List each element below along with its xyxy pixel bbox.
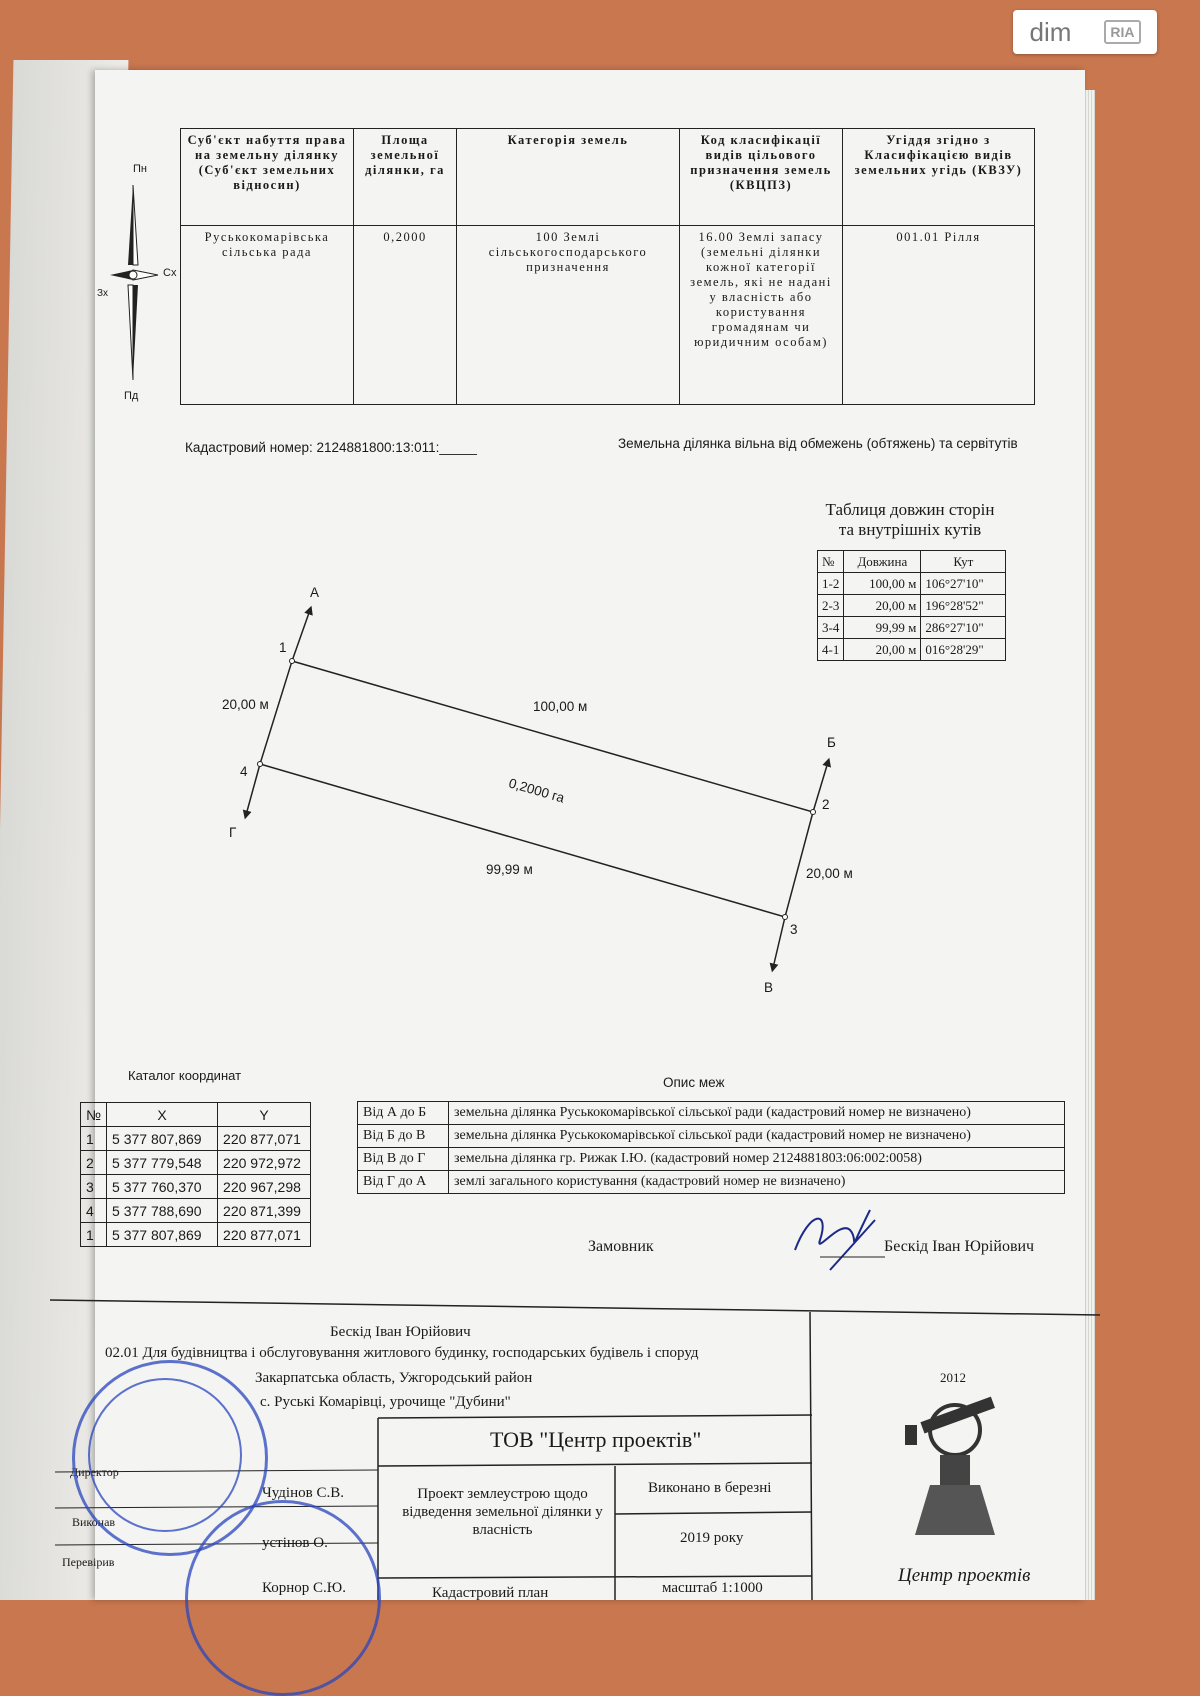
length-3-4: 99,99 м <box>486 862 533 877</box>
th-category: Категорія земель <box>457 129 680 226</box>
td-area: 0,2000 <box>354 226 457 405</box>
customer-name: Бескід Іван Юрійович <box>884 1238 1035 1255</box>
theodolite-icon <box>900 1385 1010 1550</box>
tb-done: Виконано в березні <box>648 1480 772 1496</box>
length-1-2: 100,00 м <box>533 699 588 714</box>
bounds-cell: земельна ділянка Руськокомарівської сільської ради (кадастровий номер не визначено) <box>449 1125 1065 1148</box>
compass-north: Пн <box>133 163 147 175</box>
tb-role-checker: Перевірив <box>62 1555 115 1569</box>
sides-title-line1: Таблиця довжин сторін <box>825 500 995 519</box>
letter-v: В <box>764 980 774 995</box>
sides-th-angle: Кут <box>921 551 1006 573</box>
coord-cell: 220 877,071 <box>218 1223 311 1247</box>
coord-cell: 220 972,972 <box>218 1151 311 1175</box>
length-4-1: 20,00 м <box>222 697 269 712</box>
th-kvcpz: Код класифікації видів цільового призначення земель (КВЦПЗ) <box>680 129 843 226</box>
letter-b: Б <box>827 735 836 750</box>
point-2: 2 <box>822 797 830 812</box>
letter-a: А <box>310 585 320 600</box>
sides-cell: 100,00 м <box>844 573 921 595</box>
sides-cell: 1-2 <box>818 573 844 595</box>
compass-south: Пд <box>124 390 139 402</box>
coord-th-y: Y <box>218 1103 311 1127</box>
sides-cell: 99,99 м <box>844 617 921 639</box>
cadastral-number: Кадастровий номер: 2124881800:13:011:_____ <box>185 440 477 455</box>
coord-th-num: № <box>81 1103 107 1127</box>
company-logo-year: 2012 <box>940 1370 966 1385</box>
coord-cell: 5 377 788,690 <box>107 1199 218 1223</box>
sides-cell: 20,00 м <box>844 639 921 661</box>
tb-role-director: Директор <box>70 1465 119 1479</box>
sides-cell: 016°28'29" <box>921 639 1006 661</box>
free-restrictions-note: Земельна ділянка вільна від обмежень (обтяжень) та сервітутів <box>618 436 1018 451</box>
sides-cell: 286°27'10" <box>921 617 1006 639</box>
bounds-cell: земельна ділянка гр. Рижак І.Ю. (кадастровий номер 2124881803:06:002:0058) <box>449 1148 1065 1171</box>
sides-cell: 196°28'52" <box>921 595 1006 617</box>
certificate-stamp-icon <box>185 1500 381 1696</box>
tb-scale: масштаб 1:1000 <box>662 1580 763 1596</box>
td-kvcpz: 16.00 Землі запасу (земельні ділянки кожної категорії земель, які не надані у власність або користування громадянам чи юридичним особам) <box>680 226 843 405</box>
bounds-cell: Від В до Г <box>358 1148 449 1171</box>
td-subject: Руськокомарівська сільська рада <box>181 226 354 405</box>
round-stamp-inner <box>88 1378 242 1532</box>
sides-cell: 2-3 <box>818 595 844 617</box>
logo-ria: RIA <box>1104 20 1140 44</box>
point-3: 3 <box>790 922 798 937</box>
td-kvzu: 001.01 Рілля <box>843 226 1035 405</box>
sides-cell: 4-1 <box>818 639 844 661</box>
bounds-cell: Від А до Б <box>358 1102 449 1125</box>
tb-plan: Кадастровий план <box>432 1585 549 1601</box>
bounds-title: Опис меж <box>663 1075 725 1090</box>
tb-name-director: Чудінов С.В. <box>262 1485 344 1501</box>
td-category: 100 Землі сільськогосподарського призначення <box>457 226 680 405</box>
coord-cell: 5 377 760,370 <box>107 1175 218 1199</box>
tb-name-checker: Корнор С.Ю. <box>262 1580 346 1596</box>
bounds-cell: земельна ділянка Руськокомарівської сільської ради (кадастровий номер не визначено) <box>449 1102 1065 1125</box>
coord-cell: 220 967,298 <box>218 1175 311 1199</box>
tb-role-executor: Виконав <box>72 1515 116 1529</box>
sides-title-line2: та внутрішніх кутів <box>838 520 982 539</box>
length-2-3: 20,00 м <box>806 866 853 881</box>
tb-owner: Бескід Іван Юрійович <box>330 1324 471 1340</box>
sides-th-length: Довжина <box>844 551 921 573</box>
coord-cell: 220 877,071 <box>218 1127 311 1151</box>
tb-company: ТОВ "Центр проектів" <box>490 1427 702 1452</box>
letter-g: Г <box>229 825 237 840</box>
catalog-title: Каталог координат <box>128 1068 242 1083</box>
coord-cell: 1 <box>81 1127 107 1151</box>
coord-cell: 1 <box>81 1223 107 1247</box>
company-logo-name: Центр проектів <box>898 1565 1031 1586</box>
plot-area: 0,2000 га <box>507 775 567 806</box>
tb-name-executor: устінов О. <box>262 1535 328 1551</box>
bounds-cell: землі загального користування (кадастровий номер не визначено) <box>449 1171 1065 1194</box>
tb-region: Закарпатська область, Ужгородський район <box>255 1370 533 1386</box>
bounds-cell: Від Г до А <box>358 1171 449 1194</box>
compass-west: Зх <box>97 288 109 299</box>
coord-cell: 5 377 779,548 <box>107 1151 218 1175</box>
th-subject: Суб'єкт набуття права на земельну ділянку (Суб'єкт земельних відносин) <box>181 129 354 226</box>
sides-cell: 3-4 <box>818 617 844 639</box>
point-4: 4 <box>240 764 248 779</box>
compass-east: Сх <box>163 267 177 279</box>
coord-th-x: X <box>107 1103 218 1127</box>
bounds-cell: Від Б до В <box>358 1125 449 1148</box>
tb-year: 2019 року <box>680 1530 744 1546</box>
customer-label: Замовник <box>588 1238 654 1255</box>
coord-cell: 2 <box>81 1151 107 1175</box>
tb-village: с. Руські Комарівці, урочище "Дубини" <box>260 1394 511 1410</box>
sides-cell: 106°27'10" <box>921 573 1006 595</box>
coord-cell: 5 377 807,869 <box>107 1223 218 1247</box>
coord-cell: 5 377 807,869 <box>107 1127 218 1151</box>
th-area: Площа земельної ділянки, га <box>354 129 457 226</box>
logo-dim: dim <box>1029 16 1072 47</box>
sides-th-num: № <box>818 551 844 573</box>
tb-purpose: 02.01 Для будівництва і обслуговування житлового будинку, господарських будівель і споруд <box>105 1345 699 1361</box>
tb-project: Проект землеустрою щодо відведення земельної ділянки у власність <box>402 1486 603 1538</box>
coord-cell: 3 <box>81 1175 107 1199</box>
coord-cell: 4 <box>81 1199 107 1223</box>
coord-cell: 220 871,399 <box>218 1199 311 1223</box>
point-1: 1 <box>279 640 287 655</box>
sides-cell: 20,00 м <box>844 595 921 617</box>
th-kvzu: Угіддя згідно з Класифікацією видів земельних угідь (КВЗУ) <box>843 129 1035 226</box>
